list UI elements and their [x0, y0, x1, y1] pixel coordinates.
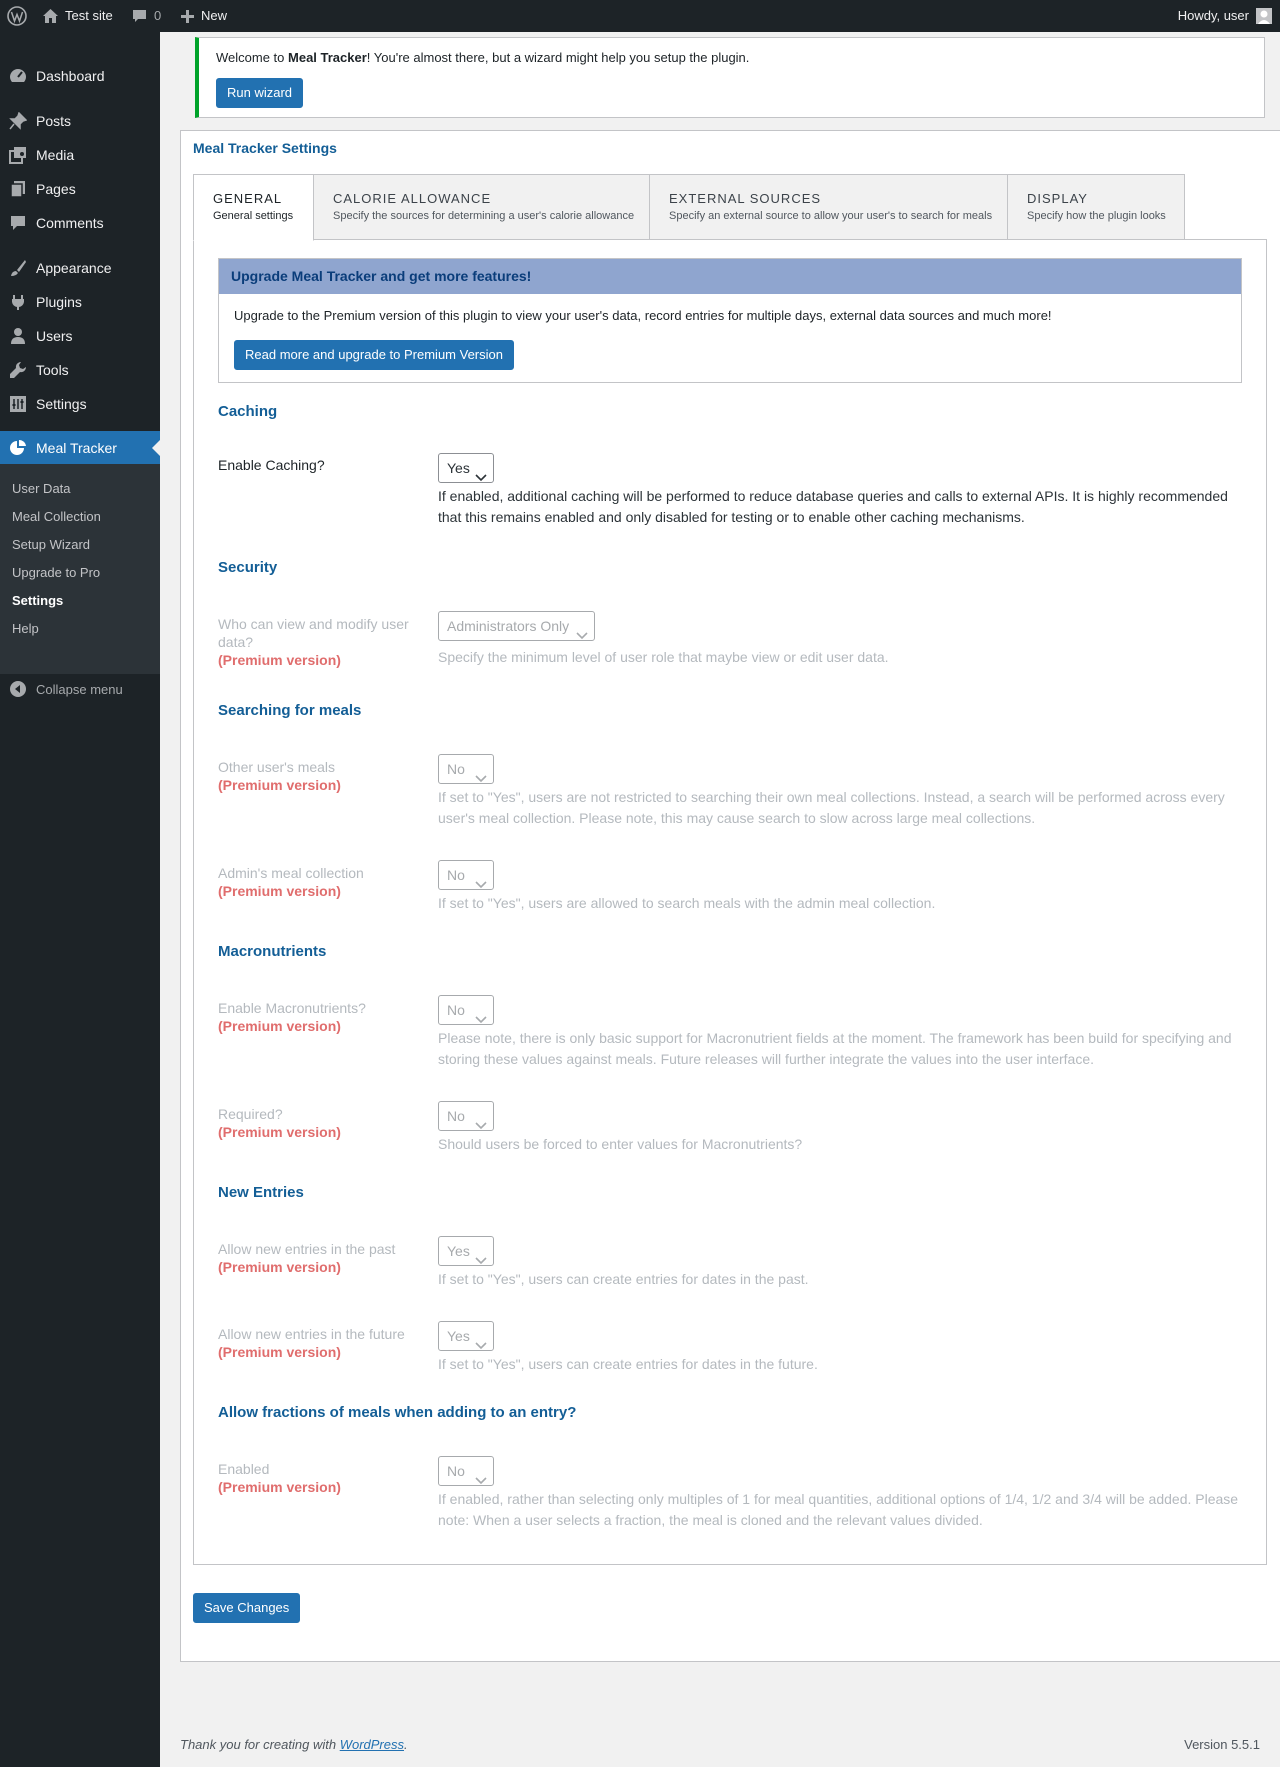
enable-caching-label	[218, 456, 428, 474]
user-role-desc: Specify the minimum level of user role that maybe view or edit user data.	[438, 649, 889, 665]
section-new-entries: New Entries	[218, 1184, 304, 1201]
tab-external-sources[interactable]	[649, 174, 1008, 240]
future-entries-select[interactable]	[438, 1321, 494, 1351]
admin-meals-select[interactable]	[438, 860, 494, 890]
required-label	[218, 1105, 428, 1141]
premium-badge: (Premium version)	[218, 777, 341, 793]
comments-count: 0	[154, 8, 162, 23]
pie-chart-icon	[0, 439, 36, 457]
premium-badge: (Premium version)	[218, 652, 341, 668]
tab-title: DISPLAY	[1027, 191, 1088, 206]
upgrade-box	[218, 258, 1242, 383]
sidebar-item-label: Tools	[36, 362, 69, 378]
admin-bar	[0, 0, 1280, 32]
select-value: No	[447, 1463, 465, 1479]
sidebar-item-label: Users	[36, 328, 73, 344]
future-entries-label	[218, 1325, 428, 1361]
sidebar-item-label: Plugins	[36, 294, 82, 310]
fractions-label	[218, 1460, 428, 1496]
admin-meals-desc: If set to "Yes", users are allowed to search meals with the admin meal collection.	[438, 895, 936, 911]
footer-thanks-end: .	[404, 1737, 408, 1752]
other-meals-label	[218, 758, 428, 794]
sidebar-item-media[interactable]	[0, 138, 160, 172]
row-label-text: Allow new entries in the future	[218, 1326, 405, 1342]
row-label-text: Other user's meals	[218, 759, 336, 775]
premium-badge: (Premium version)	[218, 1259, 341, 1275]
sidebar-item-label: Media	[36, 147, 75, 163]
section-macronutrients: Macronutrients	[218, 943, 327, 960]
select-value: Administrators Only	[447, 618, 570, 634]
footer-version: Version 5.5.1	[1184, 1737, 1260, 1752]
dashboard-icon	[0, 67, 36, 85]
account-menu[interactable]	[1178, 0, 1272, 32]
select-value: No	[447, 1002, 465, 1018]
tab-desc: Specify an external source to allow your user's to search for meals	[669, 210, 993, 222]
avatar	[1256, 8, 1272, 24]
sidebar-item-meal-tracker[interactable]	[0, 431, 160, 465]
user-role-label	[218, 615, 428, 669]
sidebar-item-comments[interactable]	[0, 206, 160, 240]
footer-thanks-text: Thank you for creating with	[180, 1737, 340, 1752]
premium-badge: (Premium version)	[218, 883, 341, 899]
tab-content-general	[193, 239, 1267, 1565]
sidebar-item-appearance[interactable]	[0, 251, 160, 285]
sidebar-item-label: Meal Tracker	[36, 440, 117, 456]
tab-general[interactable]	[193, 174, 314, 241]
media-icon	[0, 146, 36, 164]
pin-icon	[0, 112, 36, 130]
fractions-desc: If enabled, rather than selecting only multiples of 1 for meal quantities, additional options of 1/4, 1/2 and 3/4 will be added. Please note: When a user selects a fraction, the meal is cloned and the relevant values divided.	[438, 1491, 1239, 1528]
run-wizard-button[interactable]: Run wizard	[216, 78, 303, 108]
comment-bubble-icon	[132, 9, 147, 23]
submenu-item-settings[interactable]: Settings	[12, 593, 64, 608]
tab-calorie-allowance[interactable]	[313, 174, 650, 240]
past-entries-desc: If set to "Yes", users can create entries for dates in the past.	[438, 1271, 809, 1287]
premium-badge: (Premium version)	[218, 1344, 341, 1360]
required-select[interactable]	[438, 1101, 494, 1131]
sidebar-item-label: Appearance	[36, 260, 112, 276]
enable-macros-select[interactable]	[438, 995, 494, 1025]
fractions-select[interactable]	[438, 1456, 494, 1486]
paintbrush-icon	[0, 259, 36, 277]
submenu-item-meal-collection[interactable]: Meal Collection	[12, 509, 101, 524]
save-changes-button[interactable]: Save Changes	[193, 1593, 300, 1623]
submenu-item-setup-wizard[interactable]: Setup Wizard	[12, 537, 91, 552]
past-entries-select[interactable]	[438, 1236, 494, 1266]
row-label-text: Allow new entries in the past	[218, 1241, 396, 1257]
site-name: Test site	[65, 8, 113, 23]
footer-thanks	[180, 1737, 408, 1752]
upgrade-premium-button[interactable]: Read more and upgrade to Premium Version	[234, 340, 514, 370]
tab-desc: Specify the sources for determining a user's calorie allowance	[333, 210, 635, 222]
page-title: Meal Tracker Settings	[193, 140, 337, 156]
admin-meals-label	[218, 864, 428, 900]
tab-title: CALORIE ALLOWANCE	[333, 191, 492, 206]
sidebar-item-label: Posts	[36, 113, 72, 129]
submenu-item-user-data[interactable]: User Data	[12, 481, 71, 496]
select-value: Yes	[447, 1243, 470, 1259]
future-entries-desc: If set to "Yes", users can create entries for dates in the future.	[438, 1356, 818, 1372]
plus-icon	[181, 10, 194, 23]
row-label-text: Enable Macronutrients?	[218, 1000, 366, 1016]
required-desc: Should users be forced to enter values for Macronutrients?	[438, 1136, 803, 1152]
user-icon	[0, 327, 36, 345]
enable-caching-desc: If enabled, additional caching will be performed to reduce database queries and calls to external APIs. It is highly recommended that this remains enabled and only disabled for testing or to enable other caching mechanisms.	[438, 488, 1228, 525]
sidebar-item-tools[interactable]	[0, 353, 160, 387]
tab-desc: Specify how the plugin looks	[1027, 210, 1166, 222]
select-value: Yes	[447, 1328, 470, 1344]
new-content-link[interactable]	[181, 0, 227, 32]
premium-badge: (Premium version)	[218, 1018, 341, 1034]
premium-badge: (Premium version)	[218, 1479, 341, 1495]
past-entries-label	[218, 1240, 428, 1276]
row-label-text: Enabled	[218, 1461, 270, 1477]
premium-badge: (Premium version)	[218, 1124, 341, 1140]
settings-panel	[180, 130, 1280, 1662]
wordpress-logo-icon[interactable]	[7, 0, 27, 32]
chevron-down-icon	[576, 621, 588, 649]
sidebar-item-posts[interactable]	[0, 104, 160, 138]
howdy-text: Howdy, user	[1177, 8, 1249, 23]
enable-macros-desc: Please note, there is only basic support for Macronutrient fields at the moment. The framework has been build for specifying and storing these values against meals. Future releases will further integrate the values into the user interface.	[438, 1030, 1232, 1067]
enable-caching-select[interactable]	[438, 453, 494, 483]
sidebar-item-pages[interactable]	[0, 172, 160, 206]
tab-title: EXTERNAL SOURCES	[669, 191, 822, 206]
section-security: Security	[218, 559, 278, 576]
welcome-notice	[195, 37, 1265, 118]
sidebar-item-users[interactable]	[0, 319, 160, 353]
sidebar-item-label: Pages	[36, 181, 76, 197]
submenu-item-help[interactable]: Help	[12, 621, 39, 636]
section-fractions: Allow fractions of meals when adding to an entry?	[218, 1404, 577, 1421]
plug-icon	[0, 293, 36, 311]
comment-icon	[0, 214, 36, 232]
sidebar-item-label: Dashboard	[36, 68, 105, 84]
other-meals-desc: If set to "Yes", users are not restricted to searching their own meal collections. Instead, a search will be performed across every user's meal collection. Please note, this may cause search to slow across large meal collections.	[438, 789, 1225, 826]
admin-sidebar	[0, 32, 160, 1767]
row-label-text: Enable Caching?	[218, 457, 325, 473]
sidebar-item-dashboard[interactable]	[0, 59, 160, 93]
upgrade-text: Upgrade to the Premium version of this plugin to view your user's data, record entries for multiple days, external data sources and much more!	[234, 308, 1052, 323]
other-meals-select[interactable]	[438, 754, 494, 784]
notice-plugin-name: Meal Tracker	[288, 50, 367, 65]
sidebar-item-settings[interactable]	[0, 387, 160, 421]
submenu-item-upgrade-to-pro[interactable]: Upgrade to Pro	[12, 565, 101, 580]
settings-icon	[0, 395, 36, 413]
collapse-menu-label: Collapse menu	[36, 681, 123, 697]
home-icon	[42, 8, 59, 24]
section-caching: Caching	[218, 403, 278, 420]
pages-icon	[0, 180, 36, 198]
row-label-text: Who can view and modify user data?	[218, 616, 409, 650]
tab-display[interactable]	[1007, 174, 1185, 240]
upgrade-heading: Upgrade Meal Tracker and get more features!	[219, 259, 1241, 294]
select-value: No	[447, 867, 465, 883]
tab-desc: General settings	[213, 210, 294, 222]
notice-text-after: ! You're almost there, but a wizard might help you setup the plugin.	[366, 50, 750, 65]
comments-link[interactable]	[132, 0, 161, 32]
enable-macros-label	[218, 999, 428, 1035]
row-label-text: Required?	[218, 1106, 283, 1122]
sidebar-item-plugins[interactable]	[0, 285, 160, 319]
meal-tracker-submenu	[0, 464, 160, 674]
collapse-arrow-icon	[0, 681, 36, 697]
select-value: No	[447, 1108, 465, 1124]
notice-text	[216, 50, 749, 65]
section-searching: Searching for meals	[218, 702, 362, 719]
wrench-icon	[0, 361, 36, 379]
new-label: New	[201, 8, 228, 23]
tab-title: GENERAL	[213, 191, 283, 206]
wordpress-link[interactable]: WordPress	[339, 1737, 404, 1752]
site-name-link[interactable]	[42, 0, 113, 32]
select-value: No	[447, 761, 465, 777]
select-value: Yes	[447, 460, 470, 476]
sidebar-item-label: Comments	[36, 215, 104, 231]
sidebar-item-label: Settings	[36, 396, 87, 412]
user-role-select[interactable]	[438, 611, 595, 641]
collapse-menu-button[interactable]	[0, 672, 160, 706]
notice-text-before: Welcome to	[216, 50, 289, 65]
row-label-text: Admin's meal collection	[218, 865, 364, 881]
